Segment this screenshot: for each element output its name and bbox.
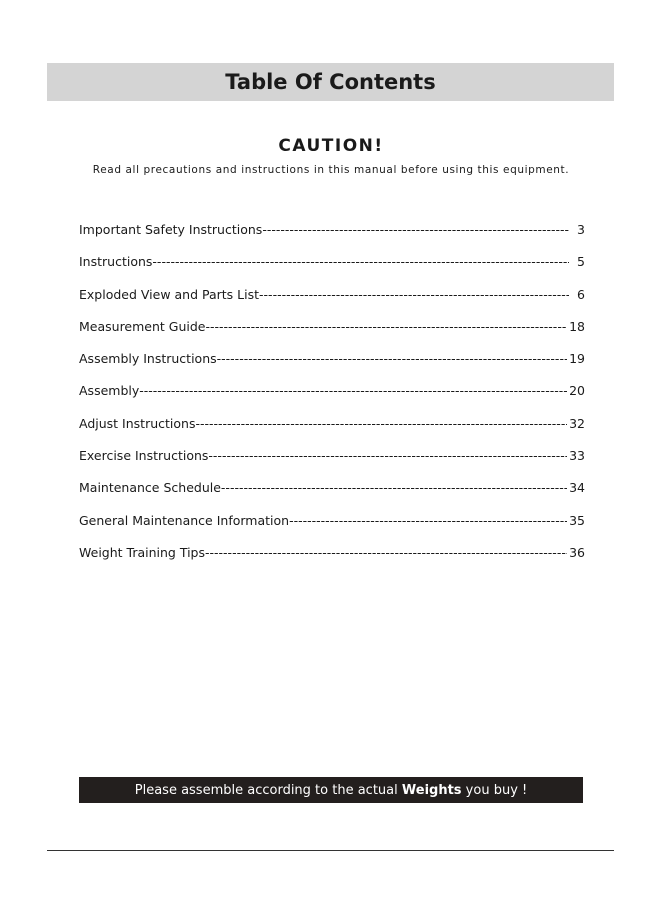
toc-entry-label: Adjust Instructions [79,415,196,431]
toc-entry-label: Weight Training Tips [79,544,205,560]
caution-heading: CAUTION! [278,136,384,156]
toc-leader-dashes [208,448,567,463]
toc-leader-dashes [221,480,567,495]
toc-entry-label: Assembly [79,383,140,399]
toc-entry-page: 32 [569,415,585,431]
page-title: Table Of Contents [225,70,436,94]
toc-entry-page: 5 [577,254,585,270]
toc-entry-adjust-instructions[interactable] [79,416,585,448]
caution-text: Read all precautions and instructions in this manual before using this equipment. [92,164,570,176]
toc-entry-page: 35 [569,512,585,528]
footer-divider [47,850,614,851]
table-of-contents [79,222,585,577]
toc-entry-label: Exploded View and Parts List [79,286,260,302]
toc-leader-dashes [139,383,567,398]
toc-entry-exercise-instructions[interactable] [79,448,585,480]
toc-entry-measurement-guide[interactable] [79,319,585,351]
toc-leader-dashes [289,513,567,528]
toc-leader-dashes [205,545,567,560]
toc-entry-general-maintenance[interactable] [79,513,585,545]
notice-suffix: you buy ! [461,782,528,798]
toc-leader-dashes [259,287,569,302]
toc-entry-page: 3 [577,222,585,237]
toc-entry-weight-training-tips[interactable] [79,545,585,577]
toc-entry-page: 36 [569,544,585,560]
toc-leader-dashes [152,254,569,269]
toc-entry-page: 20 [569,383,585,399]
notice-prefix: Please assemble according to the actual [134,782,402,798]
toc-entry-page: 34 [569,480,585,496]
toc-entry-label: Exercise Instructions [79,448,209,464]
toc-leader-dashes [206,319,568,334]
toc-leader-dashes [262,222,569,237]
toc-entry-label: Maintenance Schedule [79,480,221,496]
toc-leader-dashes [195,416,567,431]
toc-entry-label: Measurement Guide [79,318,206,334]
toc-entry-label: Instructions [79,254,153,270]
toc-entry-page: 19 [569,351,585,367]
toc-entry-label: Important Safety Instructions [79,222,263,237]
toc-entry-page: 18 [569,318,585,334]
title-bar [47,63,614,101]
assembly-notice-banner [79,777,583,803]
toc-leader-dashes [217,351,567,366]
toc-entry-exploded-view[interactable] [79,287,585,319]
toc-entry-page: 6 [577,286,585,302]
notice-emphasis: Weights [401,782,462,798]
toc-entry-assembly-instructions[interactable] [79,351,585,383]
toc-entry-instructions[interactable] [79,254,585,286]
toc-entry-assembly[interactable] [79,383,585,415]
toc-entry-maintenance-schedule[interactable] [79,480,585,512]
toc-entry-label: General Maintenance Information [79,512,290,528]
toc-entry-safety[interactable] [79,222,585,254]
toc-entry-page: 33 [569,448,585,464]
toc-entry-label: Assembly Instructions [79,351,217,367]
